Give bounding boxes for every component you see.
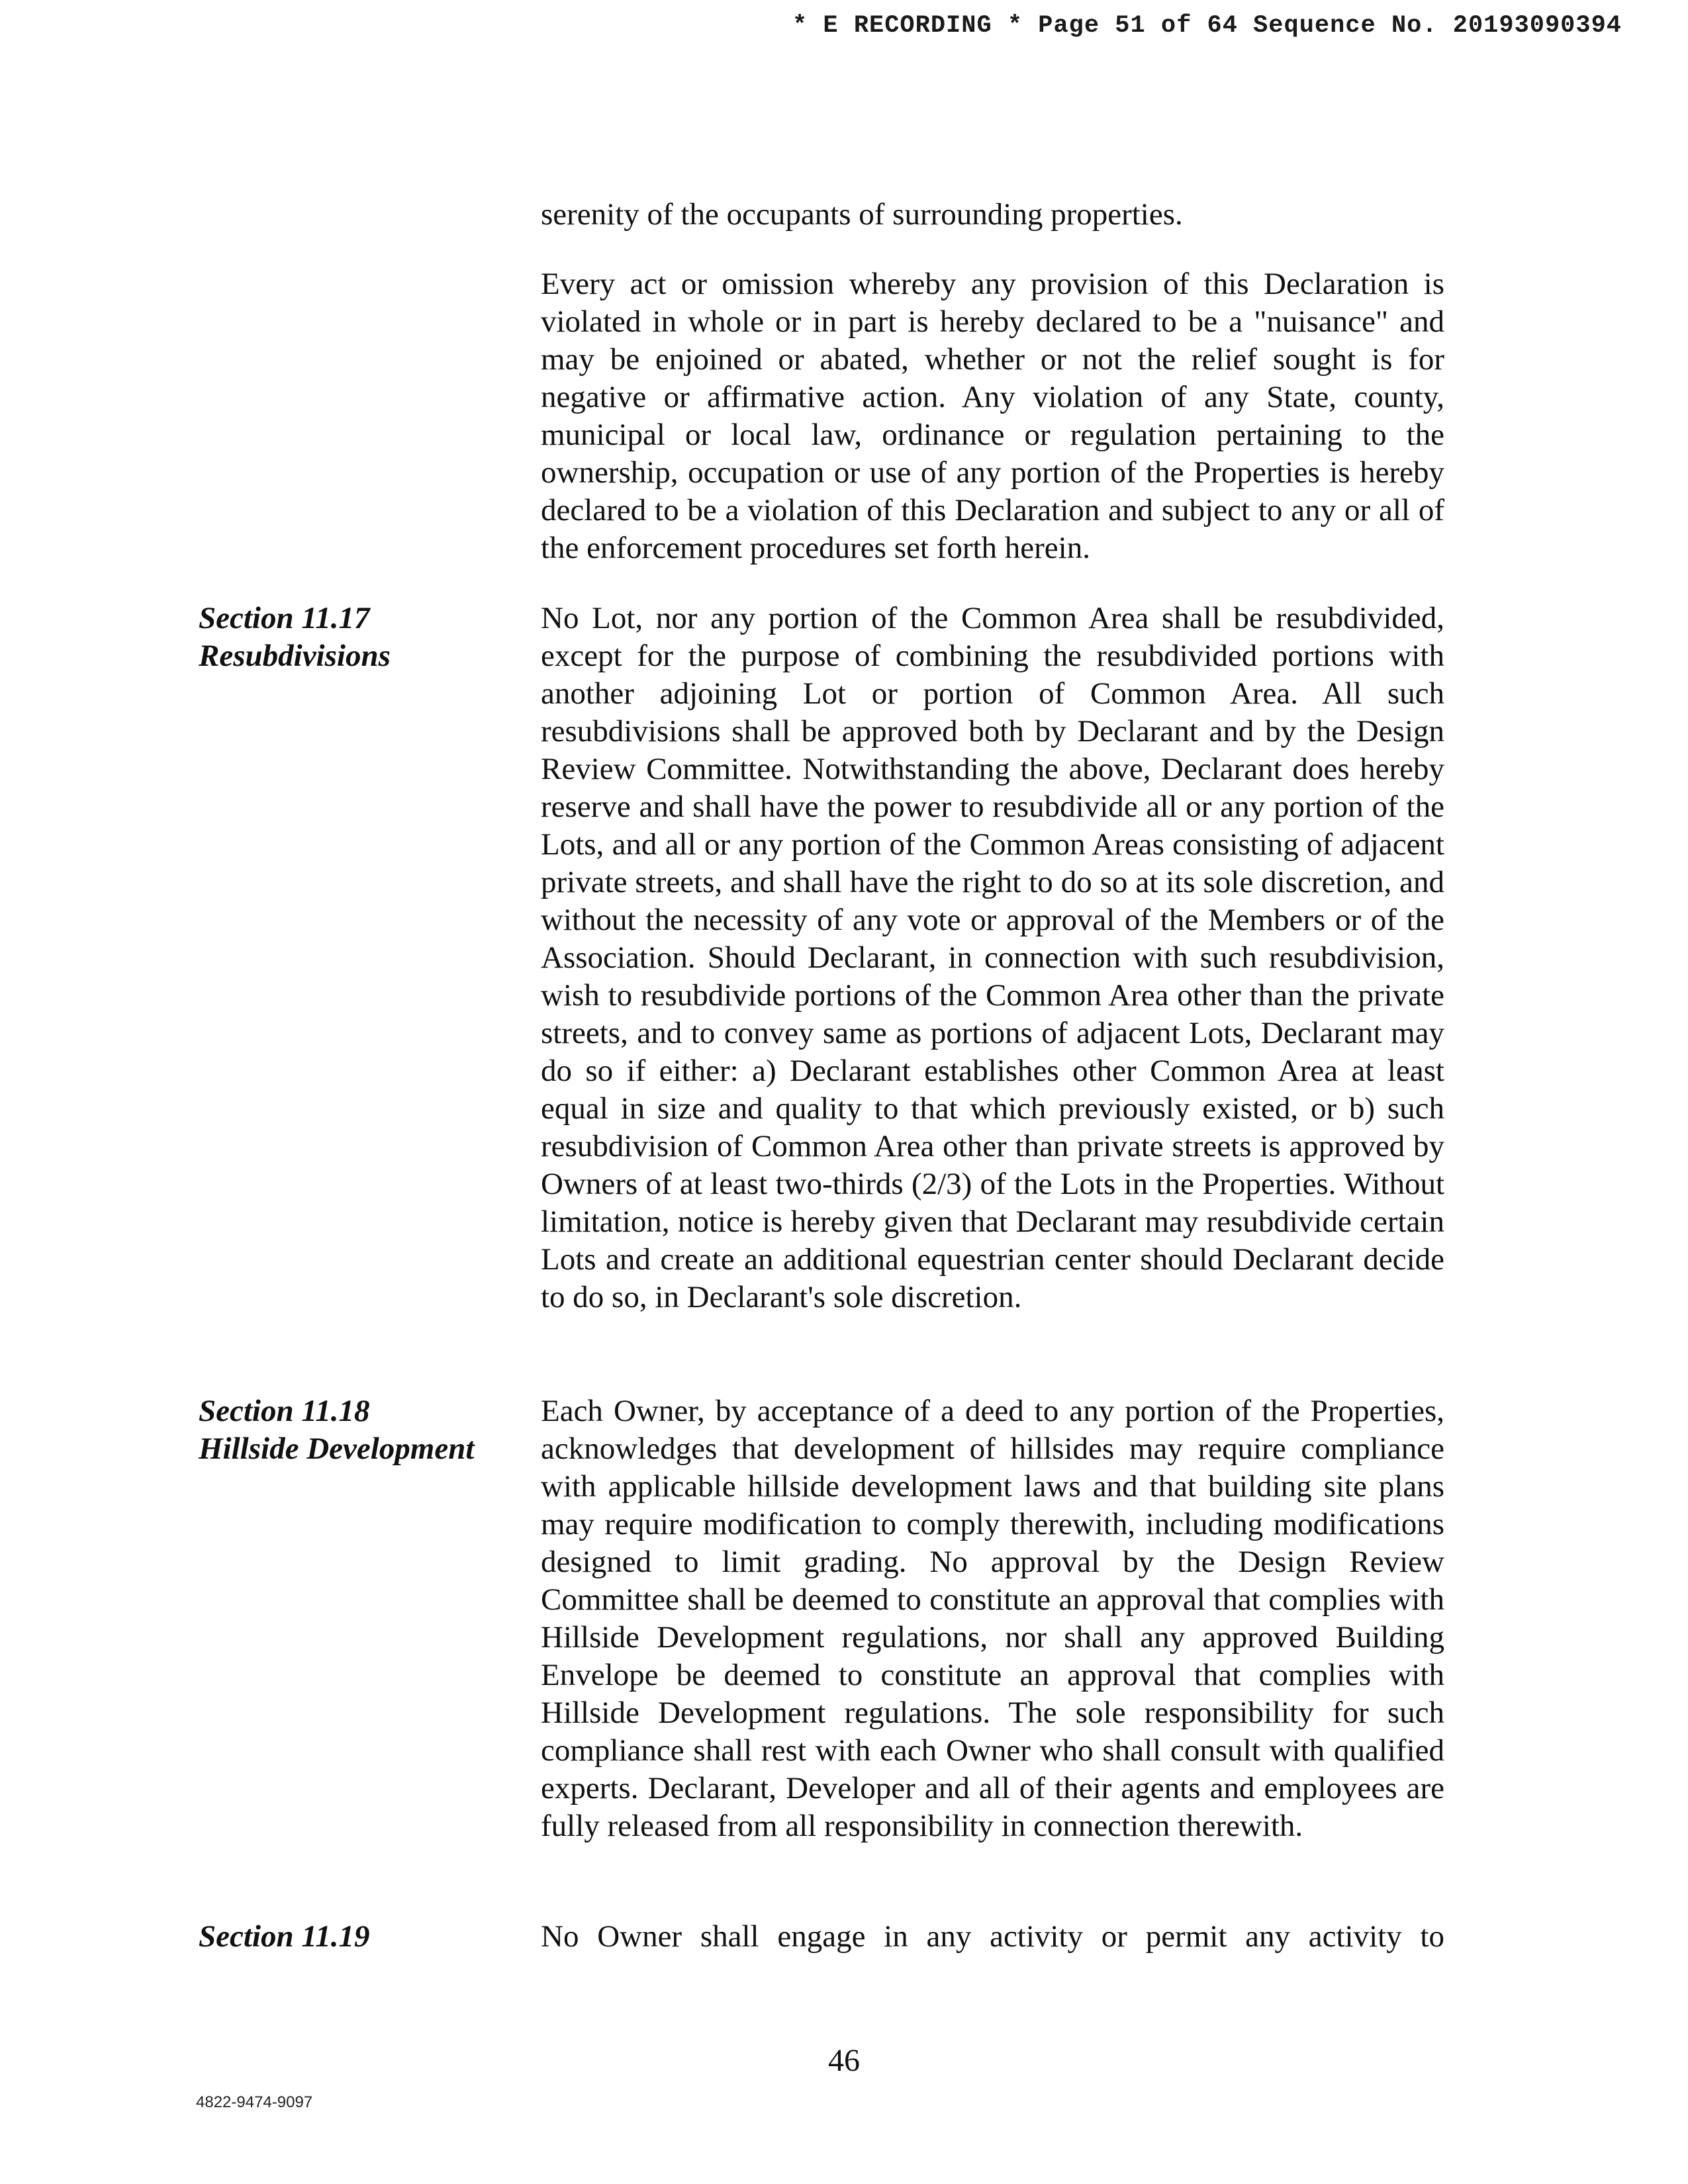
section-11-17-text: No Lot, nor any portion of the Common Area shall be resubdivided, except for the purpose of combining the resubdivided portions with another adjoining Lot or portion of Common Area. All such resubdivisions shall be approved both by Declarant and by the Design Review Committee. Notwithstanding the above, Declarant does hereby reserve and shall have the power to resubdivide all or any portion of the Lots, and all or any portion of the Common Areas consisting of adjacent private streets, and shall have the right to do so at its sole discretion, and without the necessity of any vote or approval of the Members or of the Association. Should Declarant, in connection with such resubdivision, wish to resubdivide portions of the Common Area other than the private streets, and to convey same as portions of adjacent Lots, Declarant may do so if either: a) Declarant establishes other Common Area at least equal in size and quality to that which previously existed, or b) such resubdivision of Common Area other than private streets is approved by Owners of at least two-thirds (2/3) of the Lots in the Properties. Without limitation, notice is hereby given that Declarant may resubdivide certain Lots and create an additional equestrian center should Declarant decide to do so, in Declarant's sole discretion. bbox=[541, 601, 1444, 1314]
section-number: Section 11.19 bbox=[199, 1919, 370, 1954]
nuisance-paragraph: Every act or omission whereby any provision of this Declaration is violated in whole or in part is hereby declared to be a "nuisance" and may be enjoined or abated, whether or not the relief sought is for negative or affirmative action. Any violation of any State, county, municipal or local law, ordinance or regulation pertaining to the ownership, occupation or use of any portion of the Properties is hereby declared to be a violation of this Declaration and subject to any or all of the enforcement procedures set forth herein. bbox=[541, 267, 1444, 565]
continuation-fragment: serenity of the occupants of surrounding properties. bbox=[541, 197, 1183, 232]
section-number: Section 11.17 bbox=[199, 601, 370, 635]
section-title: Hillside Development bbox=[199, 1432, 475, 1466]
section-number: Section 11.18 bbox=[199, 1394, 370, 1428]
section-11-18-label bbox=[199, 1392, 510, 1468]
section-11-19-label bbox=[199, 1918, 510, 1956]
page-number: 46 bbox=[828, 2043, 860, 2078]
document-id: 4822-9474-9097 bbox=[196, 2093, 313, 2111]
section-11-18-text: Each Owner, by acceptance of a deed to any portion of the Properties, acknowledges that development of hillsides may require compliance with applicable hillside development laws and that building site plans may require modification to comply therewith, including modifications designed to limit grading. No approval by the Design Review Committee shall be deemed to constitute an approval that complies with Hillside Development regulations, nor shall any approved Building Envelope be deemed to constitute an approval that complies with Hillside Development regulations. The sole responsibility for such compliance shall rest with each Owner who shall consult with qualified experts. Declarant, Developer and all of their agents and employees are fully released from all responsibility in connection therewith. bbox=[541, 1394, 1444, 1843]
section-11-19-text: No Owner shall engage in any activity or permit any activity to bbox=[541, 1919, 1444, 1954]
recording-stamp: * E RECORDING * Page 51 of 64 Sequence No. 20193090394 bbox=[792, 12, 1622, 40]
section-11-17-label bbox=[199, 600, 510, 675]
section-title: Resubdivisions bbox=[199, 639, 391, 673]
